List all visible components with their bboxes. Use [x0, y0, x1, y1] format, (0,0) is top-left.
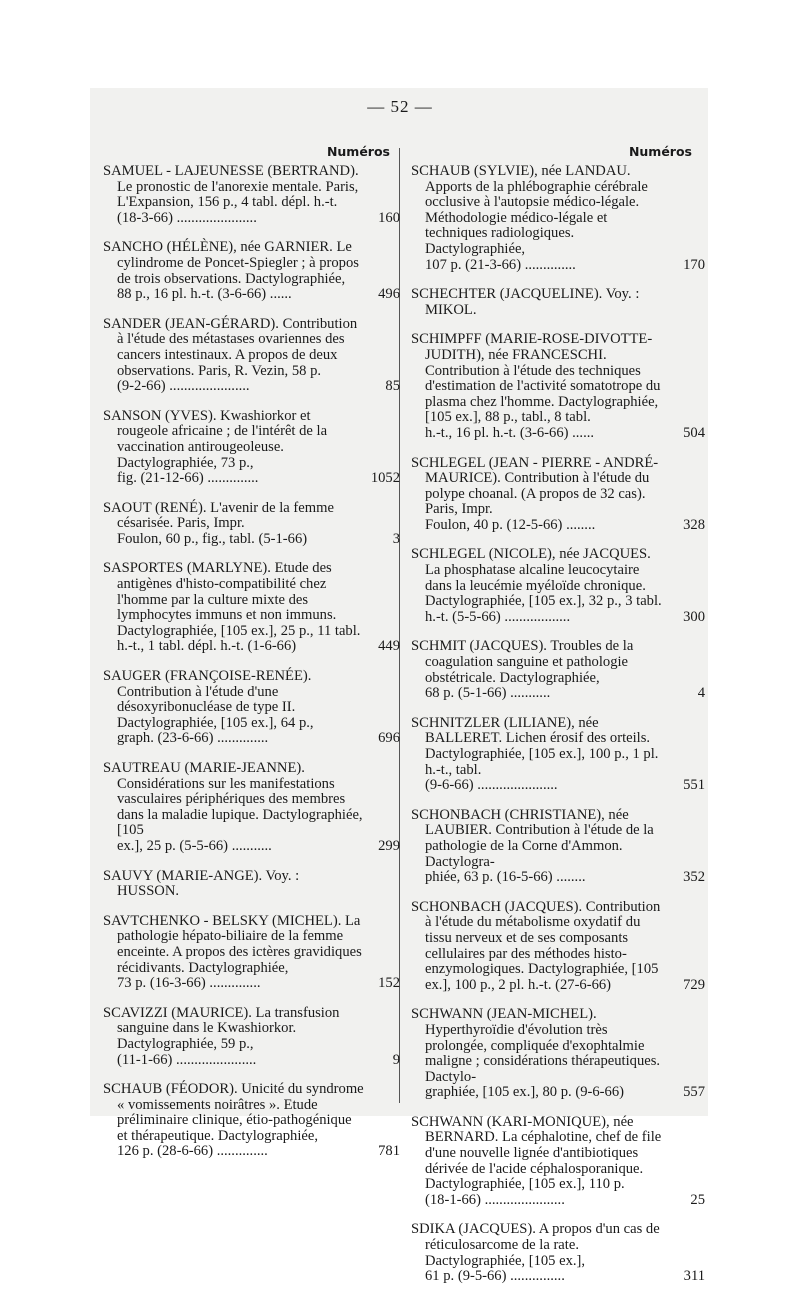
numeros-header-right: Numéros: [628, 144, 692, 159]
entry-text: SCHMIT (JACQUES). Troubles de la coagulation sanguine et pathologie obstétricale. Dactylographiée,: [411, 638, 634, 686]
entry-text: SCHAUB (FÉODOR). Unicité du syndrome « vomissements noirâtres ». Etude préliminaire clinique, étio-pathogénique et thérapeutique. Dactylographiée,: [103, 1081, 364, 1144]
bibliography-entry: [103, 239, 400, 303]
entry-date: (18-3-66) ......................: [117, 209, 257, 226]
entry-number: 449: [378, 638, 400, 655]
entry-date-line: [103, 837, 400, 855]
entry-text: SAVTCHENKO - BELSKY (MICHEL). La pathologie hépato-biliaire de la femme enceinte. A propos des ictères gravidiques récidivants. Dactylographiée,: [103, 912, 362, 976]
entry-date-line: [103, 470, 400, 487]
entry-number: 696: [378, 730, 400, 747]
entry-text: SANDER (JEAN-GÉRARD). Contribution à l'étude des métastases ovariennes des cancers intestinaux. A propos de deux observations. Paris, R. Vezin, 58 p.: [103, 315, 358, 379]
entry-number: 9: [392, 1051, 400, 1068]
entry-text: SANSON (YVES). Kwashiorkor et rougeole africaine ; de l'intérêt de la vaccination antirougeoleuse. Dactylographiée, 73 p.,: [103, 407, 328, 471]
entry-number: 328: [683, 516, 705, 533]
bibliography-entry: [103, 869, 390, 900]
entry-number: 504: [683, 424, 705, 441]
entry-text: SAUGER (FRANÇOISE-RENÉE). Contribution à l'étude d'une désoxyribonucléase de type II. Dactylographiée, [105 ex.], 64 p.,: [103, 668, 314, 731]
bibliography-entry: [103, 1081, 400, 1160]
entry-date-line: [411, 424, 705, 442]
bibliography-entry: [411, 638, 705, 702]
entry-date-line: [411, 256, 705, 274]
entry-number: 557: [683, 1084, 705, 1101]
entry-number: 25: [690, 1191, 705, 1208]
entry-date-line: [103, 1143, 400, 1160]
entry-date-line: [103, 378, 400, 395]
bibliography-entry: [411, 714, 705, 794]
entry-date-line: [411, 1268, 705, 1285]
entry-date: (18-1-66) ......................: [425, 1191, 565, 1208]
entry-date: (11-1-66) ......................: [117, 1051, 257, 1068]
bibliography-entry: [103, 407, 400, 487]
bibliography-entry: [103, 499, 400, 548]
entry-number: 352: [683, 869, 705, 886]
right-entries-list: [411, 163, 705, 1285]
bibliography-entry: [411, 898, 705, 994]
entry-date: h.-t., 1 tabl. dépl. h.-t. (1-6-66): [117, 638, 297, 655]
entry-text: SAMUEL - LAJEUNESSE (BERTRAND). Le pronostic de l'anorexie mentale. Paris, L'Expansion, 156 p., 4 tabl. dépl. h.-t.: [103, 163, 359, 211]
entry-date-line: [103, 286, 400, 303]
entry-number: 551: [683, 777, 705, 794]
bibliography-entry: [103, 560, 400, 655]
entry-date: Foulon, 40 p. (12-5-66) ........: [425, 516, 596, 533]
bibliography-entry: [103, 760, 400, 855]
bibliography-entry: [411, 287, 692, 318]
entry-date: phiée, 63 p. (16-5-66) ........: [425, 869, 586, 886]
entry-text: SCHAUB (SYLVIE), née LANDAU. Apports de la phlébographie cérébrale occlusive à l'autopsie médico-légale. Méthodologie médico-légale et techniques radiologiques. Dactylographiée,: [411, 163, 648, 257]
bibliography-entry: [411, 546, 705, 625]
entry-number: 781: [378, 1143, 400, 1160]
bibliography-entry: [411, 163, 705, 273]
entry-date-line: [411, 777, 705, 794]
bibliography-entry: [411, 1113, 705, 1209]
entry-number: 299: [378, 837, 400, 854]
bibliography-entry: [103, 668, 400, 747]
entry-text: SCHWANN (KARI-MONIQUE), née BERNARD. La céphalotine, chef de file d'une nouvelle lignée d'antibiotiques dérivée de l'acide céphalosporanique. Dactylographiée, [105 ex.], 110 p.: [411, 1113, 662, 1193]
entry-date-line: [103, 730, 400, 747]
entry-date: h.-t. (5-5-66) ..................: [425, 608, 571, 625]
entry-text: SCHECHTER (JACQUELINE). Voy. : MIKOL.: [411, 286, 640, 318]
page-number: — 52 —: [367, 97, 433, 116]
entry-number: 4: [697, 685, 705, 702]
entry-date: 68 p. (5-1-66) ...........: [425, 685, 551, 702]
entry-date-line: [103, 638, 400, 655]
bibliography-entry: [103, 315, 400, 395]
entry-text: SCHIMPFF (MARIE-ROSE-DIVOTTE-JUDITH), née FRANCESCHI. Contribution à l'étude des techniques d'estimation de l'activité somatotrope du plasma chez l'homme. Dactylographiée, [105 ex.], 88 p., tabl., 8 tabl.: [411, 331, 661, 426]
entry-date: ex.], 25 p. (5-5-66) ...........: [117, 837, 272, 854]
entry-number: 300: [683, 608, 705, 625]
entry-date: 61 p. (9-5-66) ...............: [425, 1268, 565, 1285]
entry-number: 152: [378, 975, 400, 992]
entry-number: 3: [392, 530, 400, 547]
entry-text: SAUVY (MARIE-ANGE). Voy. : HUSSON.: [103, 867, 300, 900]
entry-number: 729: [683, 976, 705, 993]
entry-date-line: [411, 608, 705, 626]
entry-date-line: [411, 685, 705, 702]
entry-text: SAOUT (RENÉ). L'avenir de la femme césarisée. Paris, Impr.: [103, 499, 334, 532]
entry-text: SCHONBACH (JACQUES). Contribution à l'étude du métabolisme oxydatif du tissu nerveux et de ses composants cellulaires par des méthodes histo-enzymologiques. Dactylographiée, [105: [411, 898, 661, 978]
entry-date-line: [103, 1051, 400, 1069]
entry-number: 160: [378, 209, 400, 226]
entry-date-line: [103, 209, 400, 227]
entry-date: (9-2-66) ......................: [117, 378, 250, 395]
numeros-header-left: Numéros: [326, 144, 390, 159]
bibliography-entry: [411, 1221, 705, 1285]
entry-date-line: [411, 976, 705, 994]
entry-date: ex.], 100 p., 2 pl. h.-t. (27-6-66): [425, 976, 612, 993]
entry-date: Foulon, 60 p., fig., tabl. (5-1-66): [117, 530, 308, 547]
entry-text: SCHLEGEL (NICOLE), née JACQUES. La phosphatase alcaline leucocytaire dans la leucémie myéloïde chronique. Dactylographiée, [105 ex.], 32 p., 3 tabl.: [411, 546, 662, 610]
entry-date-line: [411, 1191, 705, 1209]
entry-text: SCHLEGEL (JEAN - PIERRE - ANDRÉ-MAURICE). Contribution à l'étude du polype choanal. (A propos de 32 cas). Paris, Impr.: [411, 454, 659, 518]
entry-date-line: [411, 1084, 705, 1101]
entry-text: SCHNITZLER (LILIANE), née BALLERET. Lichen érosif des orteils. Dactylographiée, [105 ex.], 100 p., 1 pl. h.-t., tabl.: [411, 714, 659, 778]
entry-text: SASPORTES (MARLYNE). Etude des antigènes d'histo-compatibilité chez l'homme par la culture mixte des lymphocytes immuns et non immuns. Dactylographiée, [105 ex.], 25 p., 11 tabl.: [103, 560, 361, 639]
entry-date-line: [411, 516, 705, 534]
bibliography-entry: [411, 1006, 705, 1101]
entry-text: SCHONBACH (CHRISTIANE), née LAUBIER. Contribution à l'étude de la pathologie de la Corne d'Ammon. Dactylogra-: [411, 806, 654, 870]
entry-number: 85: [385, 378, 400, 395]
entry-date: h.-t., 16 pl. h.-t. (3-6-66) ......: [425, 424, 595, 441]
right-column: [411, 140, 705, 1299]
entry-date: graphiée, [105 ex.], 80 p. (9-6-66): [425, 1084, 624, 1101]
entry-text: SCAVIZZI (MAURICE). La transfusion sanguine dans le Kwashiorkor. Dactylographiée, 59 p.,: [103, 1004, 340, 1052]
entry-date: 88 p., 16 pl. h.-t. (3-6-66) ......: [117, 286, 292, 303]
left-column: [103, 140, 400, 1174]
bibliography-entry: [103, 1004, 400, 1068]
bibliography-entry: [103, 912, 400, 992]
entry-date-line: [103, 530, 400, 548]
entry-text: SCHWANN (JEAN-MICHEL). Hyperthyroïdie d'évolution très prolongée, compliquée d'exophtalmie maligne ; considérations thérapeutiques. Dactylo-: [411, 1006, 661, 1085]
entry-number: 1052: [370, 470, 400, 487]
bibliography-entry: [103, 163, 400, 226]
entry-number: 170: [683, 256, 705, 273]
entry-text: SANCHO (HÉLÈNE), née GARNIER. Le cylindrome de Poncet-Spiegler ; à propos de trois observations. Dactylographiée,: [103, 239, 359, 287]
entry-date: 126 p. (28-6-66) ..............: [117, 1143, 268, 1160]
entry-number: 311: [683, 1268, 705, 1285]
entry-text: SAUTREAU (MARIE-JEANNE). Considérations sur les manifestations vasculaires périphériques des membres dans la maladie lupique. Dactylographiée, [105: [103, 760, 363, 839]
entry-date: 73 p. (16-3-66) ..............: [117, 975, 261, 992]
entry-date: fig. (21-12-66) ..............: [117, 470, 259, 487]
entry-number: 496: [378, 286, 400, 303]
entry-date: graph. (23-6-66) ..............: [117, 730, 269, 747]
bibliography-entry: [411, 331, 705, 441]
bibliography-entry: [411, 454, 705, 534]
entry-date: 107 p. (21-3-66) ..............: [425, 256, 576, 273]
entry-date-line: [103, 975, 400, 992]
entry-date-line: [411, 869, 705, 886]
bibliography-entry: [411, 806, 705, 886]
entry-date: (9-6-66) ......................: [425, 777, 558, 794]
left-entries-list: [103, 163, 400, 1160]
entry-text: SDIKA (JACQUES). A propos d'un cas de réticulosarcome de la rate. Dactylographiée, [105 ex.],: [411, 1221, 660, 1269]
